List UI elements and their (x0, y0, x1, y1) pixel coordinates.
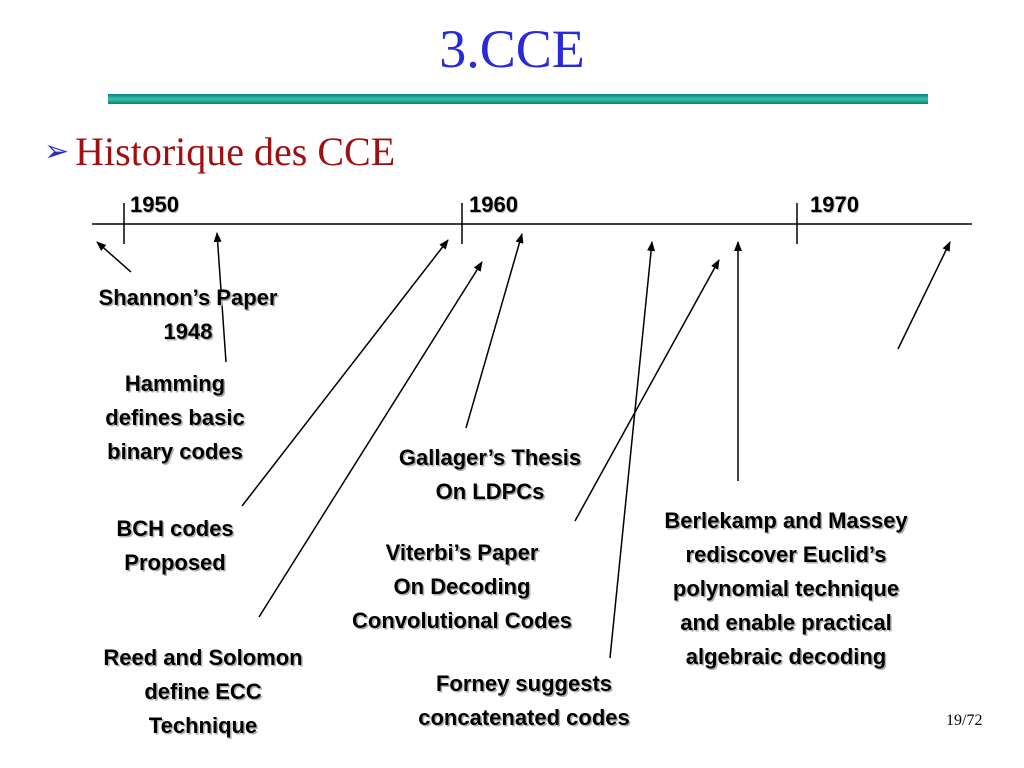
event-line: concatenated codes (418, 705, 630, 730)
event-line: Shannon’s Paper (98, 285, 278, 310)
event-line: BCH codes (116, 516, 234, 541)
event-reed-solomon (68, 641, 338, 743)
year-label-1950: 1950 (130, 192, 179, 217)
event-line: Viterbi’s Paper (385, 540, 539, 565)
event-line: Technique (148, 713, 258, 738)
event-gallager (365, 441, 615, 509)
year-label-1960: 1960 (469, 192, 518, 217)
event-shannon (63, 281, 313, 349)
section-heading-text: Historique des CCE (75, 129, 396, 174)
event-line: defines basic (105, 405, 245, 430)
event-line: polynomial technique (672, 576, 900, 601)
year-label-1970: 1970 (810, 192, 859, 217)
event-forney (382, 667, 666, 735)
event-line: Hamming (124, 371, 226, 396)
event-line: Forney suggests (435, 671, 613, 696)
event-line: 1948 (163, 319, 213, 344)
event-line: binary codes (107, 439, 243, 464)
event-line: Proposed (124, 550, 226, 575)
arrow-unlabeled (898, 242, 950, 349)
arrow-gallager (466, 234, 522, 428)
event-line: rediscover Euclid’s (685, 542, 887, 567)
event-line: algebraic decoding (685, 644, 887, 669)
event-viterbi (312, 536, 612, 638)
arrow-shannon (97, 242, 131, 272)
event-line: define ECC (144, 679, 262, 704)
event-line: On LDPCs (435, 479, 545, 504)
event-berlekamp-massey (621, 504, 951, 674)
event-line: and enable practical (680, 610, 892, 635)
event-bch (60, 512, 290, 580)
arrow-bullet-icon: ➢ (44, 135, 70, 168)
page-number: 19/72 (946, 712, 983, 729)
event-line: Reed and Solomon (103, 645, 303, 670)
event-line: On Decoding (393, 574, 531, 599)
event-line: Convolutional Codes (352, 608, 572, 633)
event-line: Berlekamp and Massey (664, 508, 908, 533)
slide-title: 3.CCE (439, 19, 585, 79)
event-hamming (60, 367, 290, 469)
event-line: Gallager’s Thesis (398, 445, 582, 470)
